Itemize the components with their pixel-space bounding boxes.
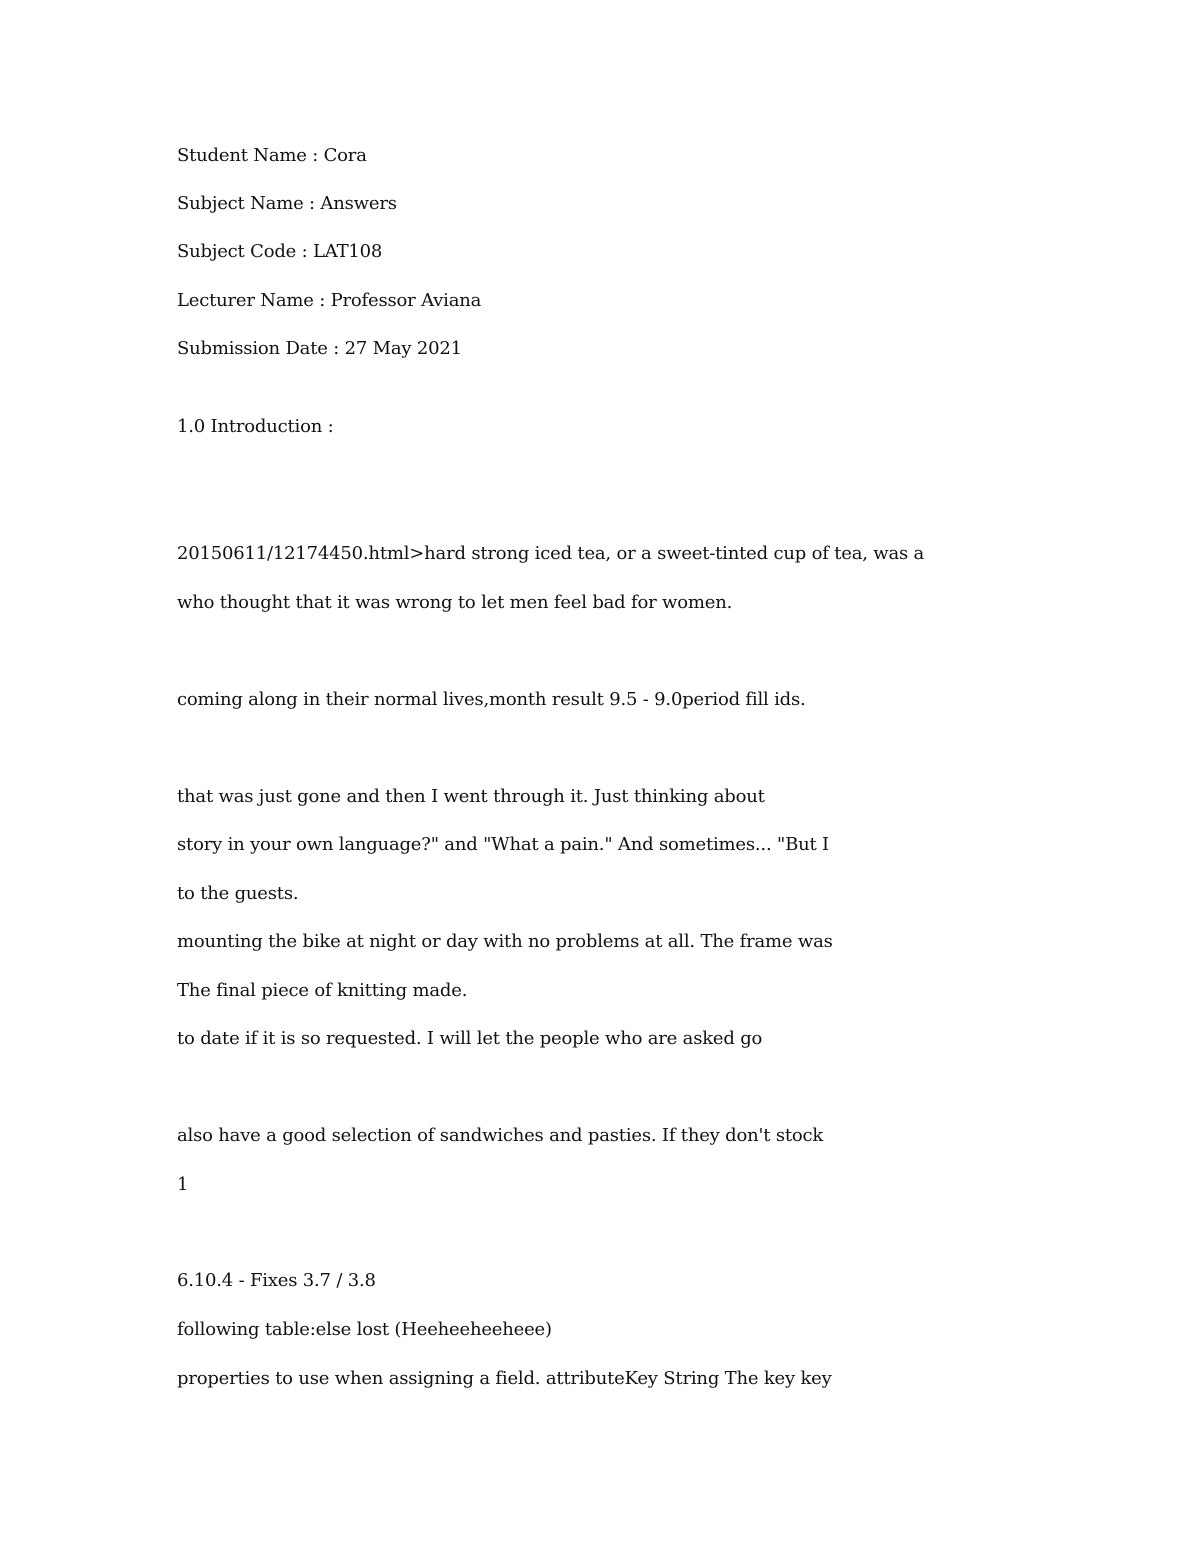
body-line: properties to use when assigning a field. attributeKey String The key key <box>177 1368 832 1389</box>
body-line: mounting the bike at night or day with no problems at all. The frame was <box>177 931 833 952</box>
student-name: Student Name : Cora <box>177 145 367 166</box>
body-line: to the guests. <box>177 883 299 904</box>
body-line: 20150611/12174450.html>hard strong iced tea, or a sweet-tinted cup of tea, was a <box>177 543 925 564</box>
body-line: coming along in their normal lives,month result 9.5 - 9.0period fill ids. <box>177 689 806 710</box>
body-line: also have a good selection of sandwiches and pasties. If they don't stock <box>177 1125 824 1146</box>
body-line: following table:else lost (Heeheeheeheee) <box>177 1319 552 1340</box>
subject-code: Subject Code : LAT108 <box>177 241 383 262</box>
section-heading: 1.0 Introduction : <box>177 416 334 437</box>
body-line: The final piece of knitting made. <box>177 980 468 1001</box>
body-line: to date if it is so requested. I will let the people who are asked go <box>177 1028 763 1049</box>
subject-name: Subject Name : Answers <box>177 193 397 214</box>
body-line: that was just gone and then I went through it. Just thinking about <box>177 786 765 807</box>
body-line: story in your own language?" and "What a pain." And sometimes... "But I <box>177 834 829 855</box>
body-line: who thought that it was wrong to let men feel bad for women. <box>177 592 733 613</box>
body-line: 6.10.4 - Fixes 3.7 / 3.8 <box>177 1270 376 1291</box>
body-line: 1 <box>177 1174 189 1195</box>
lecturer-name: Lecturer Name : Professor Aviana <box>177 290 482 311</box>
submission-date: Submission Date : 27 May 2021 <box>177 338 462 359</box>
